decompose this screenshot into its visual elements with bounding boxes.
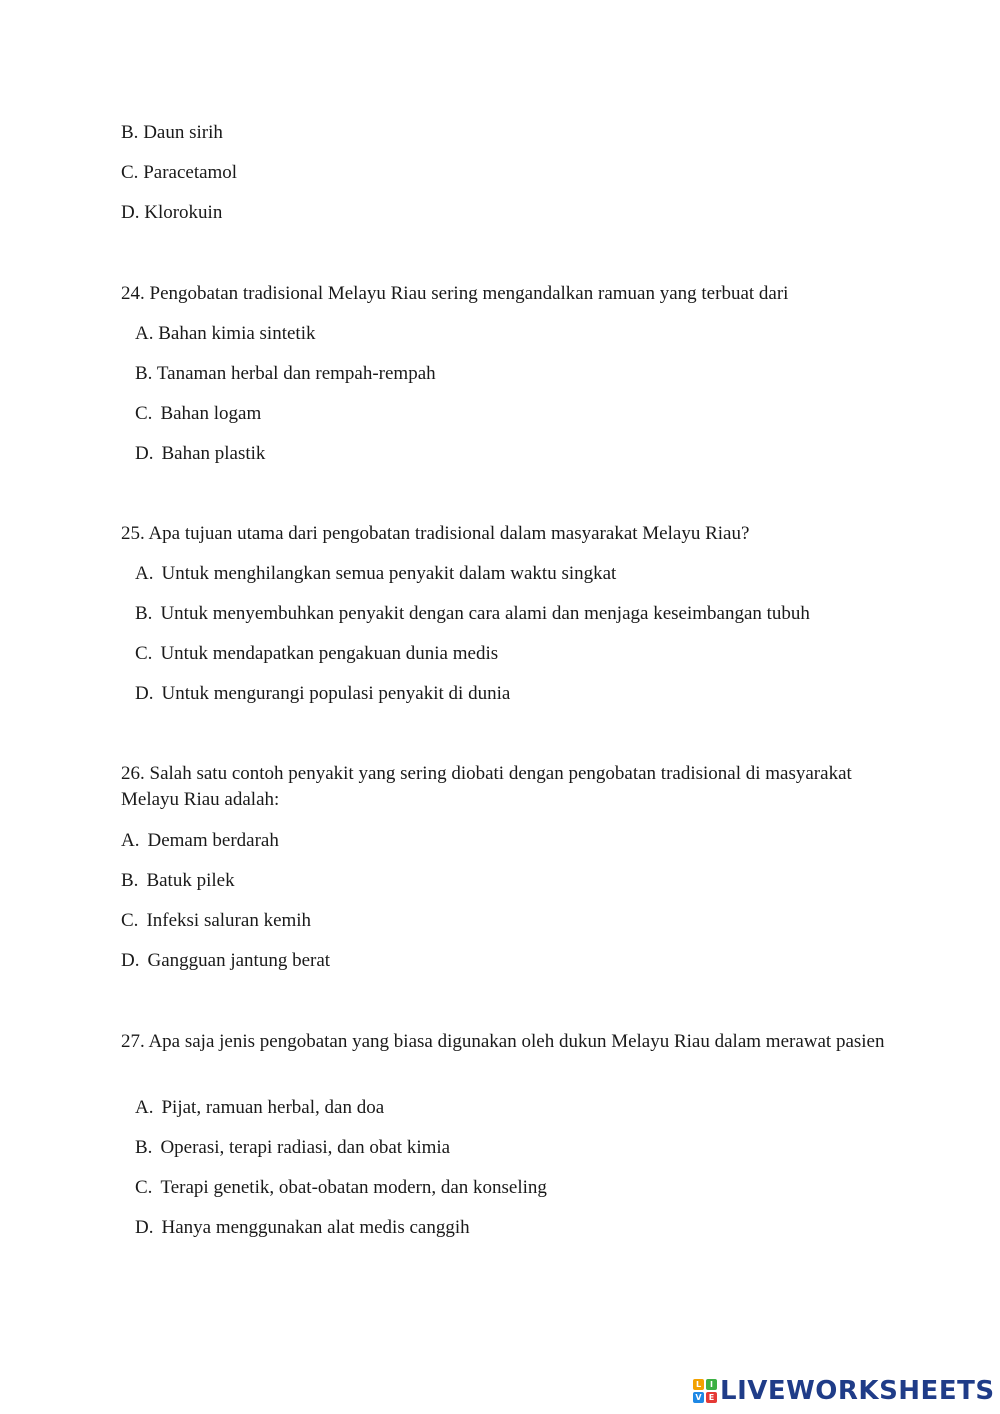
option-text: Daun sirih <box>143 122 223 143</box>
option-letter: D. <box>135 443 154 464</box>
option-text: Gangguan jantung berat <box>147 950 331 971</box>
option-26-c[interactable] <box>121 908 311 934</box>
option-text: Untuk mendapatkan pengakuan dunia medis <box>160 643 499 664</box>
option-letter: C. <box>121 910 139 931</box>
option-25-b[interactable] <box>135 601 810 627</box>
option-letter: B. <box>121 870 139 891</box>
logo-square-icon: E <box>706 1392 717 1403</box>
logo-square-icon: V <box>693 1392 704 1403</box>
option-letter: C. <box>121 162 139 183</box>
option-letter: D. <box>121 950 140 971</box>
option-24-b[interactable] <box>135 361 436 387</box>
option-text: Demam berdarah <box>147 830 279 851</box>
option-letter: A. <box>135 323 154 344</box>
question-number: 24. <box>121 283 145 304</box>
option-letter: D. <box>135 1217 154 1238</box>
question-26 <box>121 761 891 813</box>
option-26-a[interactable] <box>121 828 279 854</box>
option-text: Tanaman herbal dan rempah-rempah <box>156 363 436 384</box>
option-prev-b[interactable] <box>121 120 223 146</box>
option-24-a[interactable] <box>135 321 316 347</box>
option-text: Terapi genetik, obat-obatan modern, dan konseling <box>160 1177 547 1198</box>
option-prev-c[interactable] <box>121 160 237 186</box>
option-letter: B. <box>135 363 153 384</box>
logo-square-icon: L <box>693 1379 704 1390</box>
option-text: Hanya menggunakan alat medis canggih <box>161 1217 470 1238</box>
option-24-c[interactable] <box>135 401 261 427</box>
option-letter: C. <box>135 643 153 664</box>
option-text: Untuk menyembuhkan penyakit dengan cara alami dan menjaga keseimbangan tubuh <box>160 603 810 624</box>
option-letter: A. <box>121 830 140 851</box>
option-26-b[interactable] <box>121 868 235 894</box>
option-25-d[interactable] <box>135 681 510 707</box>
question-number: 25. <box>121 523 145 544</box>
liveworksheets-logo-icon <box>693 1379 717 1403</box>
question-text: Salah satu contoh penyakit yang sering diobati dengan pengobatan tradisional di masyarakat Melayu Riau adalah: <box>121 763 852 810</box>
option-26-d[interactable] <box>121 948 330 974</box>
question-27 <box>121 1029 891 1055</box>
option-text: Bahan logam <box>160 403 262 424</box>
option-letter: B. <box>121 122 139 143</box>
option-text: Infeksi saluran kemih <box>146 910 312 931</box>
question-25 <box>121 521 891 547</box>
option-text: Untuk mengurangi populasi penyakit di dunia <box>161 683 511 704</box>
option-text: Bahan kimia sintetik <box>158 323 316 344</box>
liveworksheets-logo-text: LIVEWORKSHEETS <box>720 1376 995 1406</box>
option-27-d[interactable] <box>135 1215 470 1241</box>
option-text: Bahan plastik <box>161 443 266 464</box>
option-27-b[interactable] <box>135 1135 450 1161</box>
option-prev-d[interactable] <box>121 200 222 226</box>
option-27-a[interactable] <box>135 1095 384 1121</box>
option-text: Batuk pilek <box>146 870 235 891</box>
option-letter: B. <box>135 603 153 624</box>
option-text: Operasi, terapi radiasi, dan obat kimia <box>160 1137 451 1158</box>
option-letter: C. <box>135 403 153 424</box>
option-27-c[interactable] <box>135 1175 547 1201</box>
option-25-c[interactable] <box>135 641 498 667</box>
option-letter: C. <box>135 1177 153 1198</box>
option-letter: D. <box>121 202 140 223</box>
option-text: Klorokuin <box>144 202 223 223</box>
option-24-d[interactable] <box>135 441 265 467</box>
option-25-a[interactable] <box>135 561 616 587</box>
question-text: Pengobatan tradisional Melayu Riau sering mengandalkan ramuan yang terbuat dari <box>149 283 789 304</box>
question-text: Apa saja jenis pengobatan yang biasa digunakan oleh dukun Melayu Riau dalam merawat pasien <box>148 1031 885 1052</box>
option-letter: A. <box>135 1097 154 1118</box>
logo-square-icon: I <box>706 1379 717 1390</box>
option-letter: A. <box>135 563 154 584</box>
liveworksheets-logo <box>693 1373 995 1409</box>
question-text: Apa tujuan utama dari pengobatan tradisional dalam masyarakat Melayu Riau? <box>148 523 750 544</box>
question-24 <box>121 281 891 307</box>
option-letter: B. <box>135 1137 153 1158</box>
question-number: 27. <box>121 1031 145 1052</box>
option-text: Pijat, ramuan herbal, dan doa <box>161 1097 385 1118</box>
option-text: Paracetamol <box>143 162 238 183</box>
option-text: Untuk menghilangkan semua penyakit dalam waktu singkat <box>161 563 617 584</box>
question-number: 26. <box>121 763 145 784</box>
option-letter: D. <box>135 683 154 704</box>
